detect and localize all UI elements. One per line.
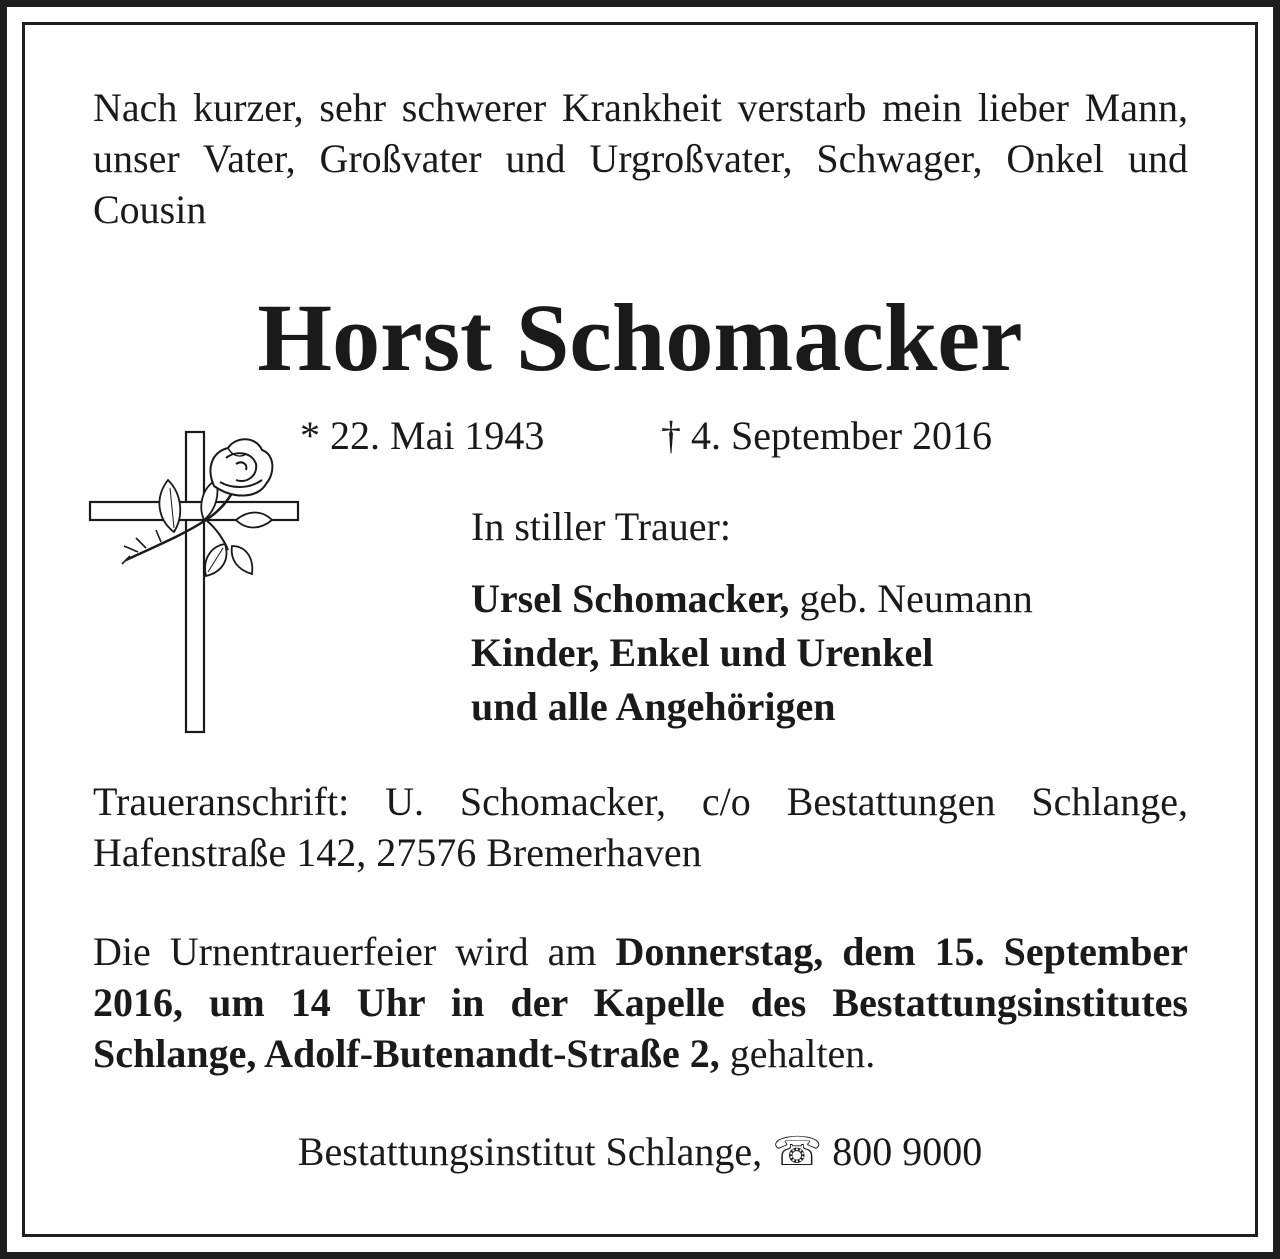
mourners-block: [471, 500, 1033, 734]
spouse-maiden-name: geb. Neumann: [789, 576, 1033, 621]
phone-number: 800 9000: [822, 1129, 983, 1174]
ceremony-tail: gehalten.: [719, 1031, 876, 1076]
birth-date: * 22. Mai 1943: [300, 413, 545, 458]
cross-with-rose-icon: [86, 428, 306, 738]
spouse-name: Ursel Schomacker,: [471, 576, 790, 621]
family-line-1: Kinder, Enkel und Urenkel: [471, 630, 934, 675]
ceremony-details: Donnerstag, dem 15. September 2016, um 14 Uhr in der Kapelle des Bestattungsinstitutes Schlange, Adolf-Butenandt-Straße 2,: [93, 929, 1188, 1076]
intro-text: Nach kurzer, sehr schwerer Krankheit verstarb mein lieber Mann, unser Vater, Großvater und Urgroßvater, Schwager, Onkel und Cousin: [93, 85, 1188, 232]
mourning-address: Traueranschrift: U. Schomacker, c/o Bestattungen Schlange, Hafenstraße 142, 27576 Bremerhaven: [93, 779, 1188, 875]
ceremony-notice: [93, 926, 1188, 1079]
spouse-line: [471, 572, 1033, 626]
death-date: † 4. September 2016: [661, 413, 993, 458]
deceased-name: Horst Schomacker: [257, 284, 1023, 391]
funeral-home-footer: [0, 1126, 1280, 1177]
mourning-heading: In stiller Trauer:: [471, 504, 731, 549]
funeral-home-name: Bestattungsinstitut Schlange,: [297, 1129, 773, 1174]
family-line-2: und alle Angehörigen: [471, 684, 836, 729]
telephone-icon: ☏: [772, 1129, 823, 1174]
ceremony-lead: Die Urnentrauerfeier wird am: [93, 929, 616, 974]
